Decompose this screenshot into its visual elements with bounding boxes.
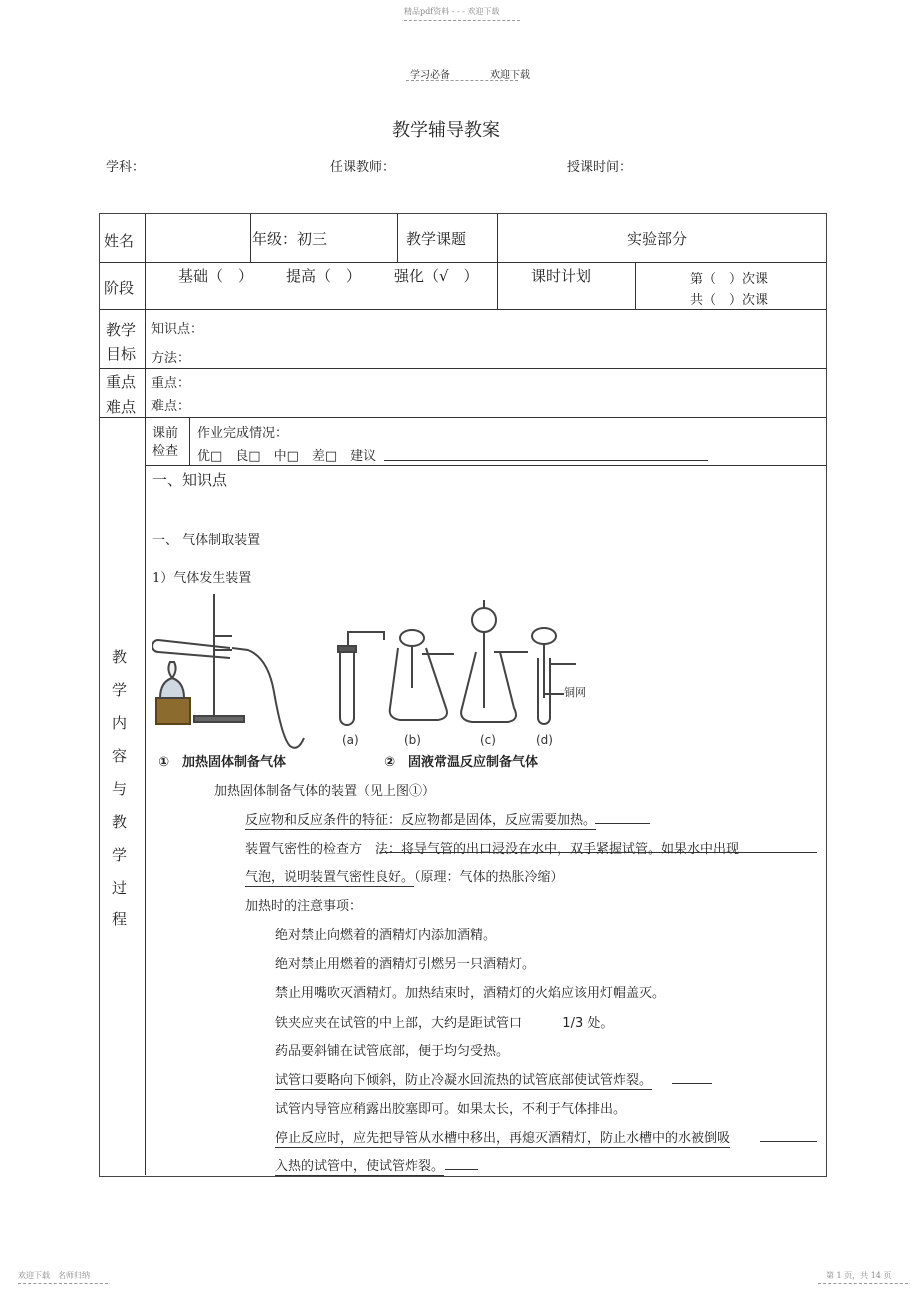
method-label: 方法： <box>151 351 191 366</box>
note-8-cont-text: 入热的试管中，使试管炸裂。 <box>275 1159 445 1174</box>
note-4-fraction: 1/3 <box>562 1016 584 1031</box>
goal-label-2: 目标 <box>106 345 137 363</box>
process-char-3: 内 <box>112 714 128 732</box>
note-7: 试管内导管应稍露出胶塞即可。如果太长，不利于气体排出。 <box>275 1102 627 1117</box>
fig-label-a: (a) <box>342 733 359 747</box>
name-label: 姓名 <box>104 232 135 250</box>
footer-right-rule <box>818 1283 908 1284</box>
goal-label-1: 教学 <box>106 321 137 339</box>
reaction-features-text: 反应物和反应条件的特征：反应物都是固体，反应需要加热。 <box>245 813 597 828</box>
stage-improve: 提高（ ） <box>286 267 362 285</box>
note-8-text: 停止反应时，应先把导管从水槽中移出，再熄灭酒精灯，防止水槽中的水被倒吸 <box>275 1131 731 1146</box>
note-6-text: 试管口要略向下倾斜，防止冷凝水回流热的试管底部使试管炸裂。 <box>275 1073 653 1088</box>
copper-mesh-label: 铜网 <box>564 686 586 699</box>
note-4-suffix: 处。 <box>587 1016 614 1031</box>
airtight-result-text: 气泡，说明装置气密性良好。 <box>245 870 415 885</box>
note-4 <box>275 1012 613 1031</box>
footer-page-number: 第 1 页，共 14 页 <box>826 1271 892 1280</box>
process-char-9: 程 <box>112 910 128 928</box>
note-2: 绝对禁止用燃着的酒精灯引燃另一只酒精灯。 <box>275 957 536 972</box>
schedule-label: 课时计划 <box>531 267 592 285</box>
difficult-point: 难点： <box>151 399 191 414</box>
process-char-8: 过 <box>112 879 128 897</box>
stage-strengthen: 强化（√ ） <box>394 267 479 285</box>
para-heating-apparatus: 加热固体制备气体的装置（见上图①） <box>214 784 436 799</box>
process-char-5: 与 <box>112 780 128 798</box>
stage-label: 阶段 <box>104 279 135 297</box>
section-gas-apparatus: 一、 气体制取装置 <box>152 533 261 548</box>
airtight-principle-text: （原理：气体的热胀冷缩） <box>414 870 564 885</box>
note-6 <box>275 1069 652 1088</box>
grade-label: 年级：初三 <box>252 230 328 248</box>
sub-header: 学习必备 欢迎下载 <box>410 70 530 81</box>
knowledge-label: 知识点： <box>151 322 204 337</box>
process-char-6: 教 <box>112 813 128 831</box>
topic-value: 实验部分 <box>627 230 688 248</box>
note-4-text: 铁夹应夹在试管的中上部，大约是距试管口 <box>275 1016 523 1031</box>
fig-label-c: (c) <box>480 733 496 747</box>
footer-left-rule <box>18 1283 108 1284</box>
footer-left: 欢迎下载 名师归纳 <box>18 1271 90 1280</box>
fig-caption-heating: ① 加热固体制备气体 <box>158 755 287 770</box>
note-8-cont <box>275 1155 444 1174</box>
note-1: 绝对禁止向燃着的酒精灯内添加酒精。 <box>275 928 497 943</box>
process-char-2: 学 <box>112 681 128 699</box>
sub-header-rule <box>406 80 518 81</box>
key-label-2: 难点 <box>106 398 137 416</box>
apparatus-figure <box>152 588 597 772</box>
process-char-1: 教 <box>112 648 128 666</box>
para-heating-notes: 加热时的注意事项： <box>245 899 363 914</box>
subject-label: 学科： <box>106 160 146 175</box>
section-gas-generator: 1）气体发生装置 <box>152 571 252 586</box>
teacher-label: 任课教师： <box>330 160 396 175</box>
section-knowledge: 一、知识点 <box>152 471 228 489</box>
stage-basic: 基础（ ） <box>178 267 254 285</box>
precheck-label-1: 课前 <box>152 426 179 441</box>
schedule-line-2: 共（ ）次课 <box>690 293 769 308</box>
process-char-7: 学 <box>112 846 128 864</box>
process-char-4: 容 <box>112 747 128 765</box>
precheck-label-2: 检查 <box>152 444 179 459</box>
fig-label-d: (d) <box>536 733 553 747</box>
page-title: 教学辅导教案 <box>392 120 500 141</box>
fig-label-b: (b) <box>404 733 421 747</box>
note-5: 药品要斜铺在试管底部，便于均匀受热。 <box>275 1044 510 1059</box>
schedule-line-1: 第（ ）次课 <box>690 272 769 287</box>
para-airtight-check: 装置气密性的检查方 法：将导气管的出口浸没在水中，双手紧握试管。如果水中出现 <box>245 842 740 857</box>
note-3: 禁止用嘴吹灭酒精灯。加热结束时，酒精灯的火焰应该用灯帽盖灭。 <box>275 986 666 1001</box>
suggestion-blank <box>384 460 708 461</box>
time-label: 授课时间： <box>567 160 633 175</box>
note-8 <box>275 1127 730 1146</box>
para-airtight-result <box>245 866 564 885</box>
key-label-1: 重点 <box>106 373 137 391</box>
rating-line: 优□ 良□ 中□ 差□ 建议 <box>197 449 377 464</box>
topic-label: 教学课题 <box>406 230 467 248</box>
key-point: 重点： <box>151 376 191 391</box>
para-reaction-features <box>245 809 596 828</box>
top-watermark-rule <box>404 20 520 21</box>
top-watermark: 精品pdf资料 - - - 欢迎下载 <box>404 7 500 16</box>
fig-caption-solid-liquid: ② 固液常温反应制备气体 <box>384 755 539 770</box>
homework-label: 作业完成情况： <box>197 426 289 441</box>
